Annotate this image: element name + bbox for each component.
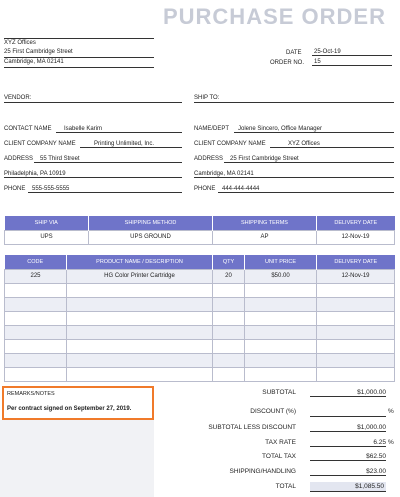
qty-cell[interactable]: 20 [213,269,245,283]
delivery-date-cell[interactable] [317,283,395,297]
ship-to-phone-label: PHONE [194,186,216,192]
col-header-code: CODE [5,255,67,269]
delivery-date-cell[interactable] [317,339,395,353]
subtotal-less-discount-value: $1,000.00 [310,424,386,432]
qty-cell[interactable] [213,353,245,367]
date-value[interactable]: 25-Oct-19 [312,49,392,56]
subtotal-less-discount-label: SUBTOTAL LESS DISCOUNT [208,424,296,431]
code-cell[interactable] [5,339,67,353]
shipping-table [4,216,395,245]
vendor-heading: VENDOR: [4,95,32,101]
product-cell[interactable]: HG Color Printer Cartridge [67,269,213,283]
table-row [5,339,395,353]
ship-to-phone-value[interactable]: 444-444-4444 [218,186,394,193]
unit-price-cell[interactable] [245,297,317,311]
remarks-text[interactable]: Per contract signed on September 27, 2019. [7,406,132,412]
table-row [5,297,395,311]
unit-price-cell[interactable] [245,367,317,381]
order-number-value[interactable]: 15 [312,59,392,66]
unit-price-cell[interactable] [245,283,317,297]
subtotal-value: $1,000.00 [310,389,386,397]
unit-price-cell[interactable] [245,353,317,367]
delivery-date-cell[interactable]: 12-Nov-19 [317,230,395,244]
unit-price-cell[interactable] [245,325,317,339]
ship-to-company-value[interactable]: XYZ Offices [270,141,394,148]
shipping-terms-cell[interactable]: AP [213,230,317,244]
ship-to-heading-rule [194,102,394,103]
shipping-method-cell[interactable]: UPS GROUND [89,230,213,244]
delivery-date-cell[interactable] [317,353,395,367]
ship-to-city-value[interactable]: Cambridge, MA 02141 [194,171,394,178]
col-header-shipping-method: SHIPPING METHOD [89,216,213,230]
product-cell[interactable] [67,367,213,381]
qty-cell[interactable] [213,283,245,297]
qty-cell[interactable] [213,325,245,339]
product-cell[interactable] [67,339,213,353]
discount-unit: % [388,408,394,415]
sender-city: Cambridge, MA 02141 [4,59,64,65]
table-row [5,269,395,283]
ship-to-name-value[interactable]: Jolene Sincero, Office Manager [234,126,394,133]
total-tax-value: $62.50 [310,453,386,461]
qty-cell[interactable] [213,339,245,353]
vendor-address-label: ADDRESS [4,156,34,162]
total-label: TOTAL [275,483,296,490]
discount-label: DISCOUNT (%) [250,408,296,415]
order-number-label: ORDER NO. [270,60,305,66]
remarks-box[interactable] [2,386,154,420]
table-row [5,283,395,297]
col-header-qty: QTY [213,255,245,269]
delivery-date-cell[interactable] [317,311,395,325]
ship-via-cell[interactable]: UPS [5,230,89,244]
product-cell[interactable] [67,311,213,325]
col-header-product: PRODUCT NAME / DESCRIPTION [67,255,213,269]
total-value: $1,085.50 [310,482,386,492]
col-header-shipping-terms: SHIPPING TERMS [213,216,317,230]
vendor-city-value[interactable]: Philadelphia, PA 10919 [4,171,182,178]
vendor-phone-label: PHONE [4,186,26,192]
tax-rate-unit: % [388,439,394,446]
col-header-delivery-date: DELIVERY DATE [317,216,395,230]
vendor-heading-rule [4,102,182,103]
sender-company: XYZ Offices [4,40,36,46]
vendor-contact-value[interactable]: Isabelle Karim [56,126,182,133]
qty-cell[interactable] [213,311,245,325]
product-cell[interactable] [67,353,213,367]
unit-price-cell[interactable] [245,311,317,325]
vendor-street-value[interactable]: 55 Third Street [34,156,182,163]
subtotal-label: SUBTOTAL [262,389,296,396]
col-header-item-delivery-date: DELIVERY DATE [317,255,395,269]
vendor-contact-label: CONTACT NAME [4,126,52,132]
sender-top-rule [4,38,154,39]
ship-to-company-label: CLIENT COMPANY NAME [194,141,266,147]
qty-cell[interactable] [213,297,245,311]
code-cell[interactable] [5,353,67,367]
ship-to-name-label: NAME/DEPT [194,126,230,132]
table-row [5,230,395,244]
vendor-phone-value[interactable]: 555-555-5555 [28,186,182,193]
items-table [4,255,395,382]
table-row [5,325,395,339]
vendor-company-value[interactable]: Printing Unlimited, Inc. [80,141,182,148]
col-header-ship-via: SHIP VIA [5,216,89,230]
col-header-unit-price: UNIT PRICE [245,255,317,269]
product-cell[interactable] [67,325,213,339]
shipping-handling-value[interactable]: $23.00 [310,468,386,476]
sender-bottom-rule [4,67,154,68]
code-cell[interactable] [5,367,67,381]
code-cell[interactable] [5,297,67,311]
shipping-handling-label: SHIPPING/HANDLING [229,468,296,475]
remarks-panel [0,420,154,497]
date-label: DATE [286,50,302,56]
code-cell[interactable]: 225 [5,269,67,283]
code-cell[interactable] [5,311,67,325]
sender-rule [4,57,154,58]
remarks-heading: REMARKS/NOTES [7,391,55,397]
table-row [5,311,395,325]
discount-value[interactable] [310,408,386,417]
delivery-date-cell[interactable] [317,367,395,381]
code-cell[interactable] [5,283,67,297]
tax-rate-label: TAX RATE [265,439,296,446]
ship-to-address-label: ADDRESS [194,156,224,162]
vendor-company-label: CLIENT COMPANY NAME [4,141,76,147]
total-tax-label: TOTAL TAX [262,453,296,460]
sender-street: 25 First Cambridge Street [4,49,73,55]
delivery-date-cell[interactable]: 12-Nov-19 [317,269,395,283]
code-cell[interactable] [5,325,67,339]
unit-price-cell[interactable]: $50.00 [245,269,317,283]
table-row [5,367,395,381]
shipping-header-row [5,216,395,230]
table-row [5,353,395,367]
product-cell[interactable] [67,283,213,297]
delivery-date-cell[interactable] [317,325,395,339]
items-header-row [5,255,395,269]
ship-to-heading: SHIP TO: [194,95,220,101]
qty-cell[interactable] [213,367,245,381]
unit-price-cell[interactable] [245,339,317,353]
delivery-date-cell[interactable] [317,297,395,311]
page-title: PURCHASE ORDER [162,4,386,29]
ship-to-street-value[interactable]: 25 First Cambridge Street [224,156,394,163]
product-cell[interactable] [67,297,213,311]
tax-rate-value[interactable]: 6.25 [310,439,386,447]
